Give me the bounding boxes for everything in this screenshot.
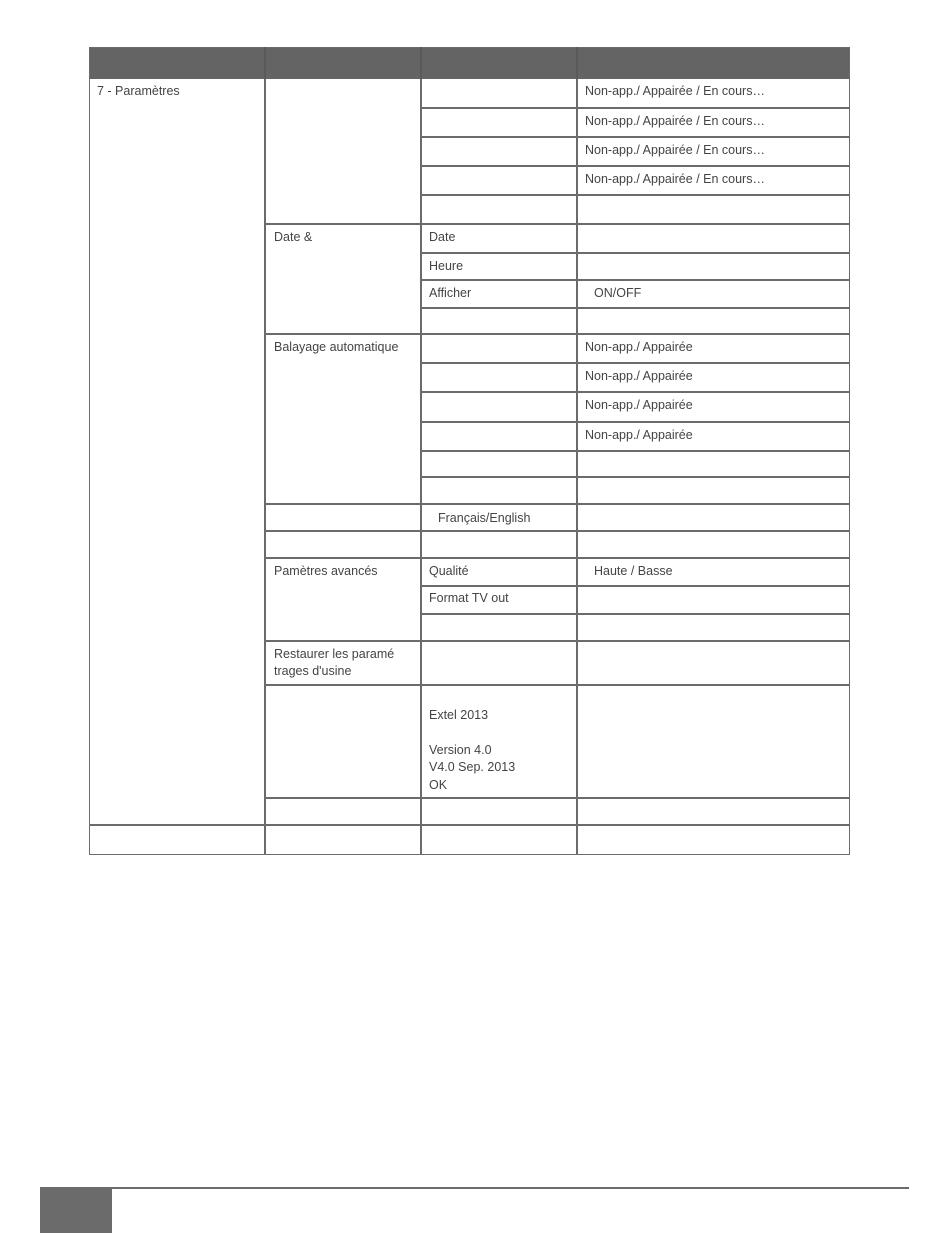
row-divider — [264, 640, 850, 642]
option-tv-out: Format TV out — [429, 591, 509, 605]
submenu-restore-line1: Restaurer les paramé — [274, 647, 395, 661]
row-divider — [420, 252, 850, 254]
row-divider — [420, 194, 850, 196]
option-quality: Qualité — [429, 564, 469, 578]
info-build: V4.0 Sep. 2013 — [429, 760, 516, 774]
row-divider — [264, 557, 850, 559]
page-number-box — [40, 1187, 112, 1233]
row-divider — [264, 333, 850, 335]
row-divider — [420, 107, 850, 109]
row-divider — [420, 307, 850, 309]
submenu-restore-line2: trages d'usine — [274, 664, 352, 678]
row-divider — [89, 824, 850, 826]
row-divider — [420, 585, 850, 587]
info-version: Version 4.0 — [429, 743, 492, 757]
header-divider — [420, 47, 422, 79]
info-company: Extel 2013 — [429, 708, 489, 722]
submenu-auto-scan: Balayage automatique — [274, 340, 399, 354]
row-divider — [264, 223, 850, 225]
info-ok: OK — [429, 778, 448, 792]
row-divider — [420, 279, 850, 281]
header-divider — [576, 47, 578, 79]
scan-status: Non-app./ Appairée — [585, 340, 693, 354]
scan-status: Non-app./ Appairée — [585, 428, 693, 442]
submenu-date-time: Date & — [274, 230, 313, 244]
toggle-value: ON/OFF — [594, 286, 642, 300]
quality-value: Haute / Basse — [594, 564, 673, 578]
scan-status: Non-app./ Appairée — [585, 398, 693, 412]
row-divider — [420, 476, 850, 478]
header-divider — [264, 47, 266, 79]
option-display: Afficher — [429, 286, 472, 300]
row-divider — [420, 165, 850, 167]
scan-status: Non-app./ Appairée — [585, 369, 693, 383]
menu-label: 7 - Paramètres — [97, 84, 180, 98]
row-divider — [420, 136, 850, 138]
option-date: Date — [429, 230, 456, 244]
pairing-status: Non-app./ Appairée / En cours… — [585, 143, 765, 157]
row-divider — [264, 684, 850, 686]
row-divider — [420, 613, 850, 615]
pairing-status: Non-app./ Appairée / En cours… — [585, 114, 765, 128]
row-divider — [264, 530, 850, 532]
row-divider — [420, 362, 850, 364]
pairing-status: Non-app./ Appairée / En cours… — [585, 84, 765, 98]
option-language: Français/English — [438, 511, 531, 525]
row-divider — [420, 421, 850, 423]
submenu-advanced: Pamètres avancés — [274, 564, 378, 578]
footer-rule — [40, 1187, 909, 1189]
row-divider — [420, 450, 850, 452]
row-divider — [420, 391, 850, 393]
option-time: Heure — [429, 259, 464, 273]
row-divider — [264, 797, 850, 799]
pairing-status: Non-app./ Appairée / En cours… — [585, 172, 765, 186]
row-divider — [264, 503, 850, 505]
column-divider — [264, 79, 266, 855]
